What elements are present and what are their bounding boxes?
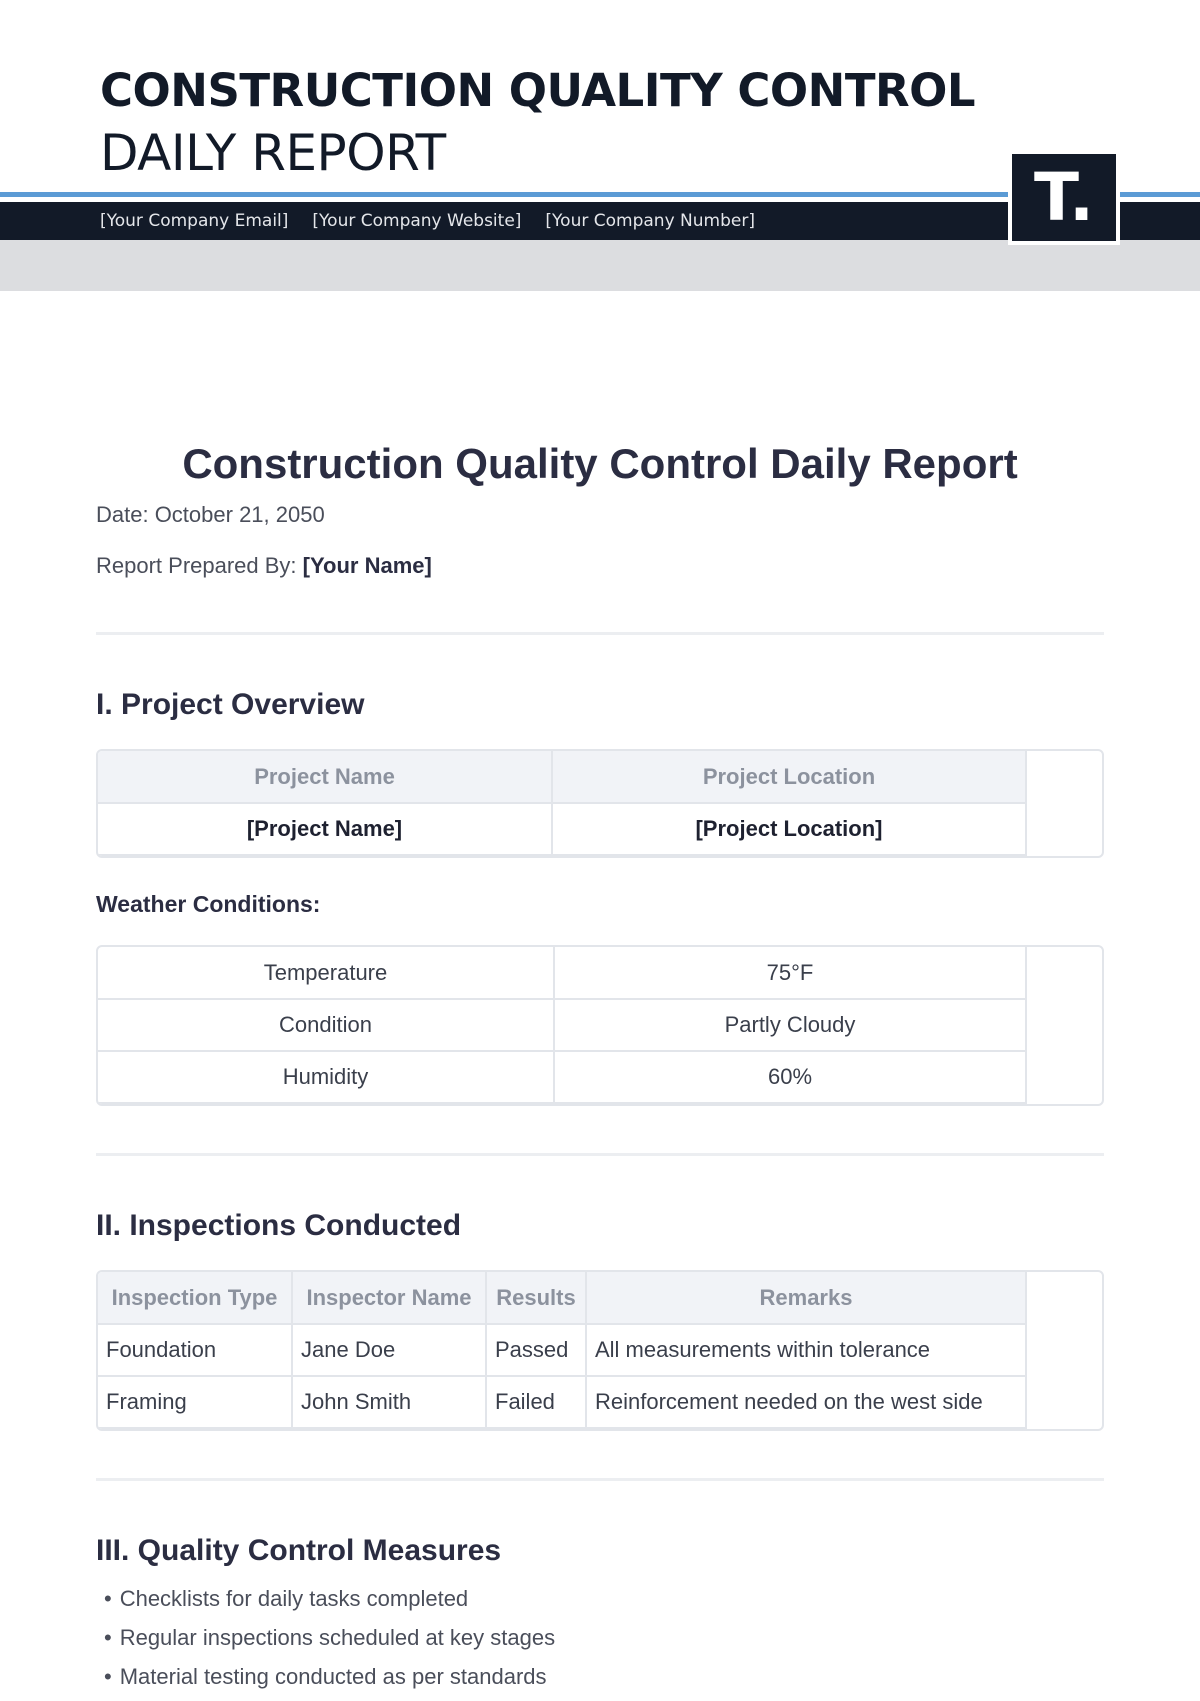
inspection-type-cell: Foundation [98, 1324, 292, 1376]
letterhead-gray-band [0, 240, 1200, 291]
list-item: • Regular inspections scheduled at key stages [104, 1618, 555, 1657]
section-heading-inspections: II. Inspections Conducted [96, 1209, 462, 1242]
table-row [98, 1324, 1026, 1376]
header-project-location: Project Location [552, 751, 1026, 803]
project-overview-table [96, 749, 1104, 858]
letterhead-title-line1: CONSTRUCTION QUALITY CONTROL [100, 64, 976, 117]
prepared-by [96, 553, 432, 579]
header-inspector-name: Inspector Name [292, 1272, 486, 1324]
section-heading-quality: III. Quality Control Measures [96, 1534, 502, 1567]
remarks-cell: All measurements within tolerance [586, 1324, 1026, 1376]
result-cell: Failed [486, 1376, 586, 1428]
table-row [98, 947, 1026, 999]
company-website: [Your Company Website] [312, 211, 522, 231]
header-remarks: Remarks [586, 1272, 1026, 1324]
section-divider [96, 1478, 1104, 1481]
weather-value: 75°F [554, 947, 1026, 999]
inspector-name-cell: Jane Doe [292, 1324, 486, 1376]
company-email: [Your Company Email] [100, 211, 289, 231]
table-header-row [98, 1272, 1026, 1324]
table-header-row [98, 751, 1026, 803]
document-title: Construction Quality Control Daily Report [182, 440, 1018, 487]
list-item: • Material testing conducted as per standards [104, 1657, 555, 1696]
project-name-value: [Project Name] [98, 803, 552, 855]
section-divider [96, 1153, 1104, 1156]
inspector-name-cell: John Smith [292, 1376, 486, 1428]
weather-value: Partly Cloudy [554, 999, 1026, 1051]
company-contacts [100, 202, 755, 240]
prepared-by-label: Report Prepared By: [96, 553, 297, 578]
weather-table [96, 945, 1104, 1106]
weather-label: Condition [98, 999, 554, 1051]
table-row [98, 803, 1026, 855]
inspections-table [96, 1270, 1104, 1431]
header-results: Results [486, 1272, 586, 1324]
weather-heading: Weather Conditions: [96, 891, 321, 917]
remarks-cell: Reinforcement needed on the west side [586, 1376, 1026, 1428]
inspection-type-cell: Framing [98, 1376, 292, 1428]
table-row [98, 999, 1026, 1051]
table-row [98, 1376, 1026, 1428]
letterhead-title-line2: DAILY REPORT [100, 124, 446, 182]
quality-measures-list [104, 1579, 555, 1696]
header-inspection-type: Inspection Type [98, 1272, 292, 1324]
list-item: • Checklists for daily tasks completed [104, 1579, 555, 1618]
company-logo [1008, 150, 1120, 245]
section-heading-overview: I. Project Overview [96, 688, 365, 721]
header-project-name: Project Name [98, 751, 552, 803]
weather-label: Temperature [98, 947, 554, 999]
weather-value: 60% [554, 1051, 1026, 1103]
table-row [98, 1051, 1026, 1103]
report-date: Date: October 21, 2050 [96, 502, 325, 527]
weather-label: Humidity [98, 1051, 554, 1103]
company-number: [Your Company Number] [545, 211, 755, 231]
result-cell: Passed [486, 1324, 586, 1376]
section-divider [96, 632, 1104, 635]
logo-mark: T. [1012, 154, 1116, 241]
project-location-value: [Project Location] [552, 803, 1026, 855]
prepared-by-value: [Your Name] [302, 553, 432, 578]
